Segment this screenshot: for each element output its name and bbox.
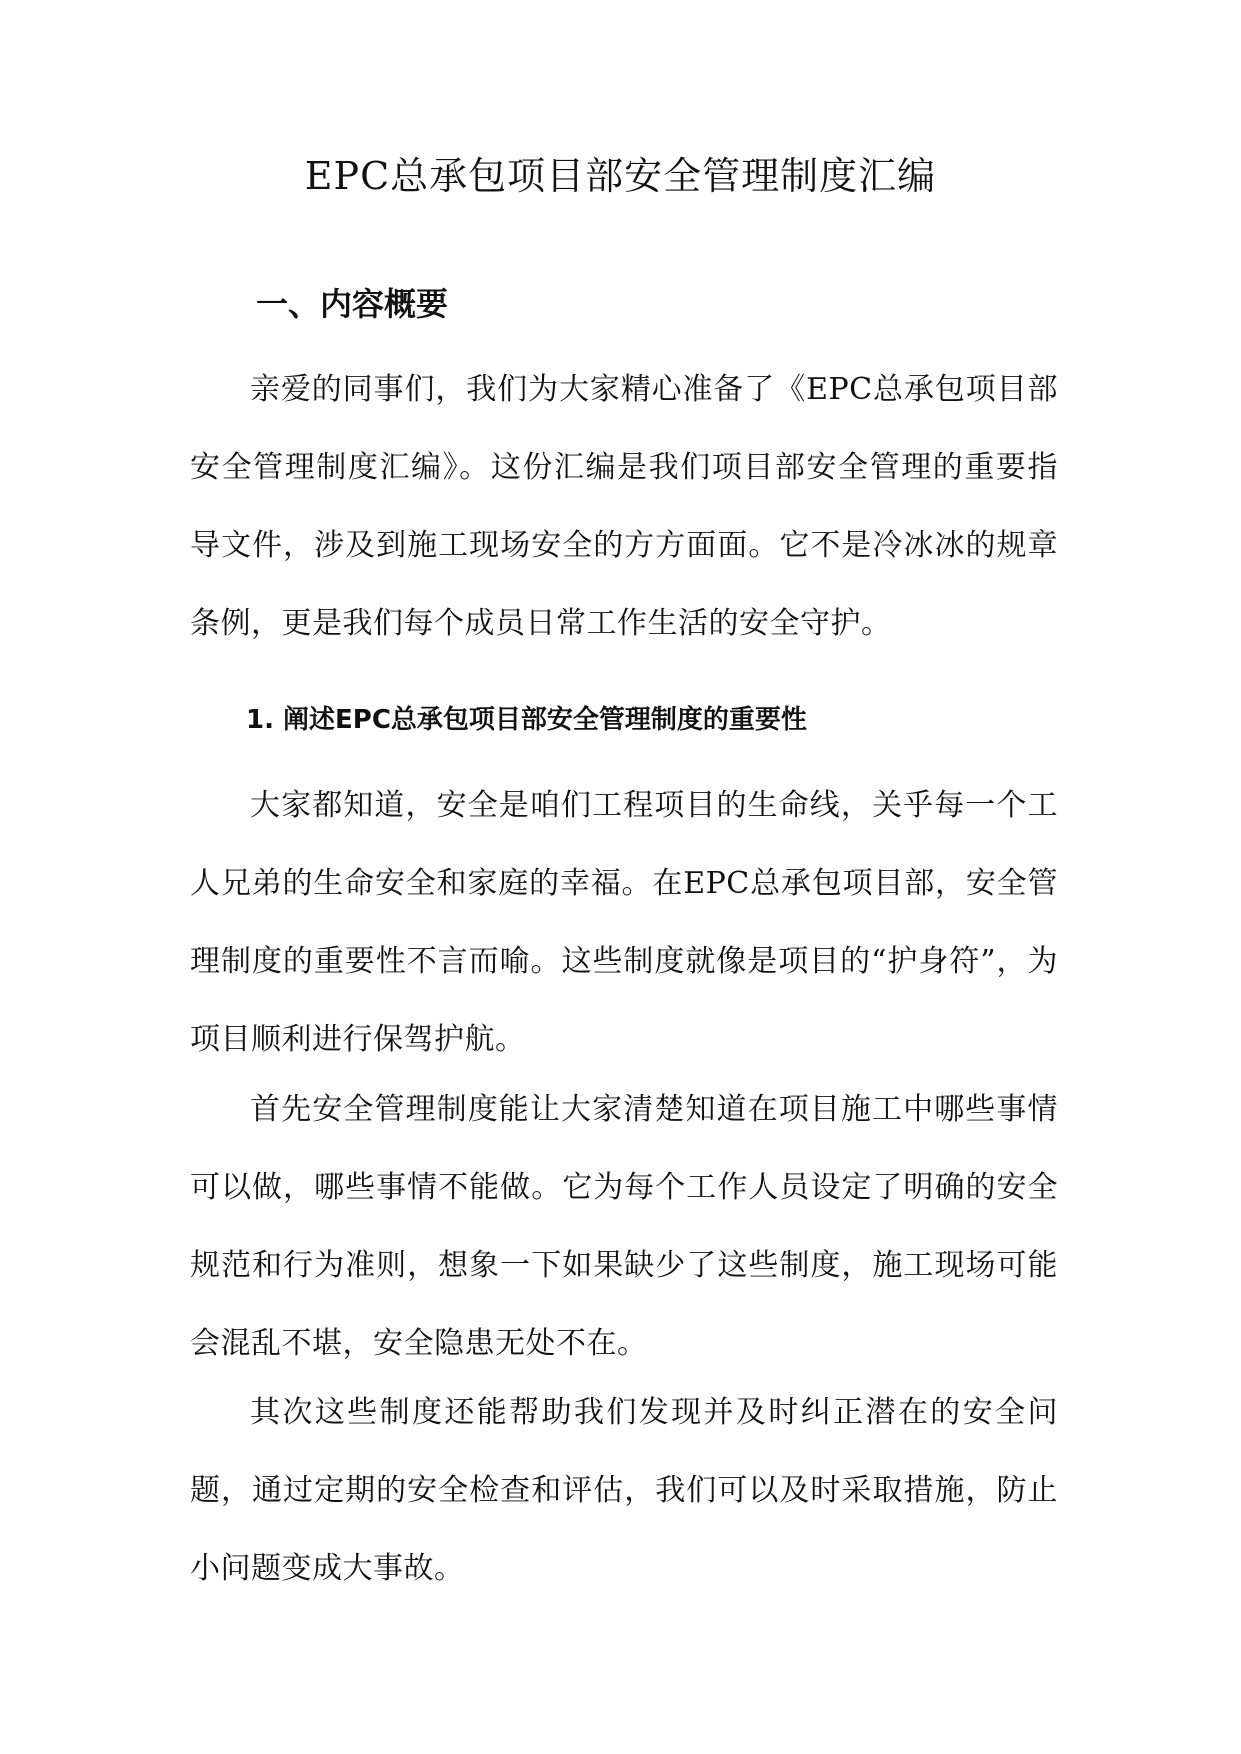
body-paragraph: 其次这些制度还能帮助我们发现并及时纠正潜在的安全问题，通过定期的安全检查和评估，我们可以及时采取措施，防止小问题变成大事故。 xyxy=(190,1395,1058,1586)
intro-paragraph: 亲爱的同事们，我们为大家精心准备了《EPC总承包项目部安全管理制度汇编》。这份汇编是我们项目部安全管理的重要指导文件，涉及到施工现场安全的方方面面。它不是冷冰冰的规章条例，更是我们每个成员日常工作生活的安全守护。 xyxy=(190,372,1058,641)
body-paragraph: 大家都知道，安全是咱们工程项目的生命线，关乎每一个工人兄弟的生命安全和家庭的幸福。在EPC总承包项目部，安全管理制度的重要性不言而喻。这些制度就像是项目的“护身符”，为项目顺利进行保驾护航。 xyxy=(190,788,1058,1057)
section-heading-overview: 一、内容概要 xyxy=(256,285,449,323)
subsection-heading-importance: 1. 阐述EPC总承包项目部安全管理制度的重要性 xyxy=(246,705,807,735)
body-paragraph: 首先安全管理制度能让大家清楚知道在项目施工中哪些事情可以做，哪些事情不能做。它为每个工作人员设定了明确的安全规范和行为准则，想象一下如果缺少了这些制度，施工现场可能会混乱不堪，安全隐患无处不在。 xyxy=(190,1092,1058,1361)
document-title: EPC总承包项目部安全管理制度汇编 xyxy=(304,154,937,198)
